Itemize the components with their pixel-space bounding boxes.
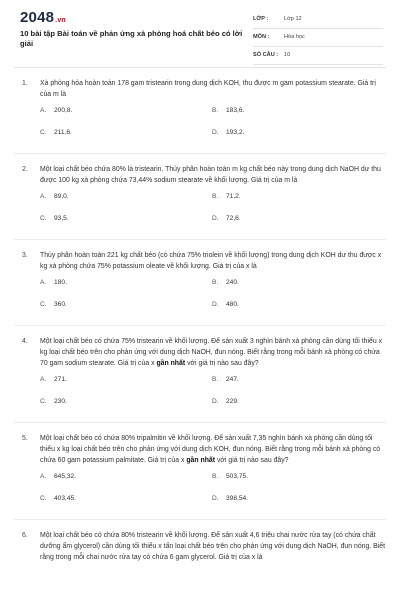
question-5 [0,433,400,509]
option-b[interactable]: B. 240. [212,279,239,286]
question-text: 6. Một loại chất béo có chứa 80% tristearin về khối lượng. Để sản xuất 4,6 triệu chai nước rửa tay (có chứa chất dưỡng ẩm glycerol) cần dùng tối thiểu x tấn loại chất béo trên cho phản ứng với dung dịch NaOH, đun nóng. Biết rằng trong mỗi chai nước rửa tay có chứa 6 gam glycerol. Giá trị của x là [22,532,386,561]
question-text: 5. Một loại chất béo có chứa 80% tripalmitin về khối lượng. Để sản xuất 7,35 nghìn bánh xà phòng cần dùng tối thiểu x kg loại chất béo trên cho phản ứng với dung dịch KOH, đun nóng. Biết rằng trong mỗi bánh xà phòng có chứa 60 gam potassium palmitate. Giá trị của x gần nhất với giá trị nào sau đây? [22,435,381,464]
question-number: 3. [22,252,28,259]
option-c[interactable]: C. 230. [40,398,67,405]
question-number: 6. [22,532,28,539]
option-b[interactable]: B. 503,75. [212,473,248,480]
question-4 [0,336,400,412]
question-list [0,78,400,573]
question-3 [0,250,400,315]
option-d[interactable]: D. 72,6. [212,215,241,222]
answer-options [40,473,385,509]
answer-options [40,376,385,412]
header-divider [14,67,386,68]
document-title: 10 bài tập Bài toán về phản ứng xà phòng hoá chất béo có lời giải [20,29,243,48]
question-1 [0,78,400,143]
question-number: 4. [22,338,28,345]
option-c[interactable]: C. 93,5. [40,215,69,222]
site-logo[interactable]: 2048.vn [20,9,66,26]
question-number: 5. [22,435,28,442]
question-divider [14,422,386,423]
option-c[interactable]: C. 403,45. [40,495,76,502]
answer-options [40,193,385,229]
answer-options [40,107,385,143]
option-a[interactable]: A. 645,32. [40,473,76,480]
question-text: 2. Một loại chất béo chứa 80% là tristearin. Thủy phân hoàn toàn m kg chất béo này trong dung dịch NaOH dư thu được 100 kg xà phòng chứa 73,44% sodium stearate về khối lượng. Giá trị của m là [22,166,381,184]
option-a[interactable]: A. 89,0. [40,193,69,200]
answer-options [40,279,385,315]
meta-subject: MÔN : Hóa học [253,32,383,47]
option-c[interactable]: C. 211,6. [40,129,72,136]
question-6 [0,530,400,563]
option-d[interactable]: D. 229. [212,398,239,405]
option-b[interactable]: B. 183,6. [212,107,245,114]
option-b[interactable]: B. 247. [212,376,239,383]
question-number: 1. [22,80,28,87]
meta-class: LỚP : Lớp 12 [253,14,383,29]
option-a[interactable]: A. 200,8. [40,107,73,114]
option-d[interactable]: D. 480. [212,301,239,308]
option-a[interactable]: A. 180. [40,279,67,286]
question-number: 2. [22,166,28,173]
question-divider [14,325,386,326]
option-d[interactable]: D. 398,54. [212,495,248,502]
question-divider [14,519,386,520]
option-a[interactable]: A. 271. [40,376,67,383]
meta-panel [253,14,383,68]
question-2 [0,164,400,229]
question-divider [14,153,386,154]
option-b[interactable]: B. 71,2. [212,193,241,200]
meta-question-count: SỐ CÂU : 10 [253,50,383,65]
question-text: 1. Xà phòng hóa hoàn toàn 178 gam tristearin trong dung dịch KOH, thu được m gam potassium stearate. Giá trị của m là [22,80,376,98]
option-d[interactable]: D. 193,2. [212,129,245,136]
question-divider [14,239,386,240]
option-c[interactable]: C. 360. [40,301,67,308]
question-text: 4. Một loại chất béo có chứa 75% tristearin về khối lượng. Để sản xuất 3 nghìn bánh xà phòng cần dùng tối thiểu x kg loại chất béo trên cho phản ứng với dung dịch NaOH, đun nóng. Biết rằng trong mỗi bánh xà phòng có chứa 70 gam sodium stearate. Giá trị của x gần nhất với giá trị nào sau đây? [22,338,383,367]
page-header [0,0,400,60]
question-text: 3. Thủy phân hoàn toàn 221 kg chất béo (có chứa 75% triolein về khối lượng) trong dung dịch KOH dư thu được x kg xà phòng chứa 75% potassium oleate về khối lượng. Giá trị của x là [22,252,382,270]
